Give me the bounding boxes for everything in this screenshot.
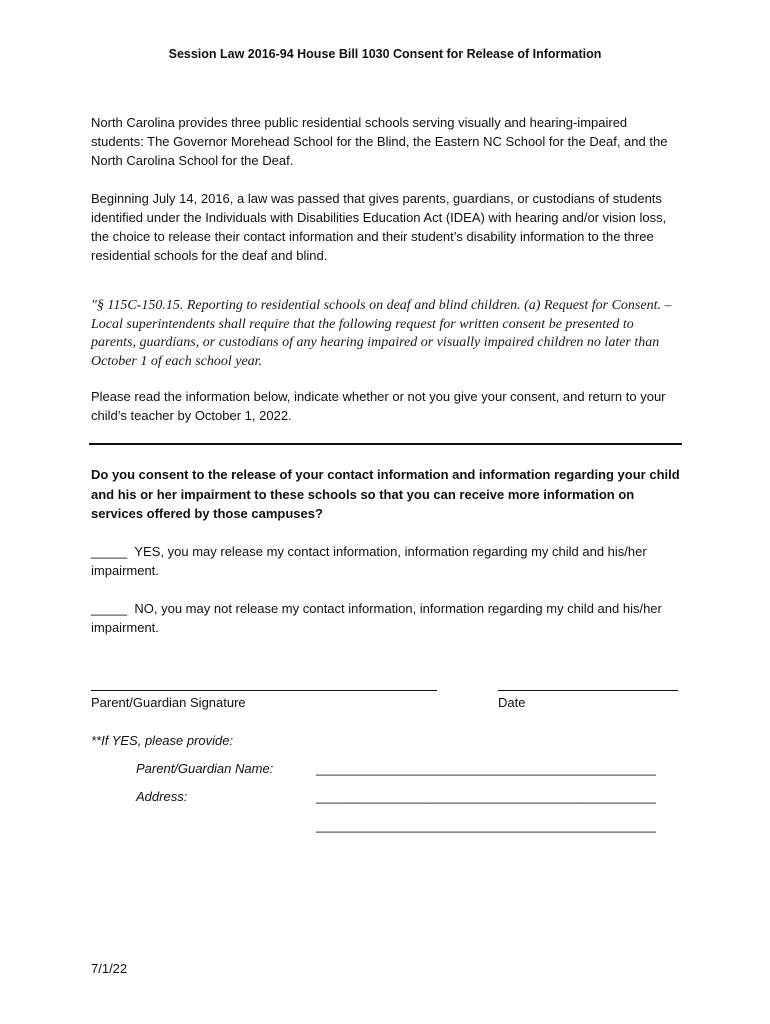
address-field-2[interactable]: _______________________________________________ <box>316 818 656 833</box>
option-no-text: NO, you may not release my contact information, information regarding my child and his/her impairment. <box>91 601 662 635</box>
section-divider <box>89 443 682 445</box>
if-yes-heading: **If YES, please provide: <box>91 733 234 748</box>
instructions-paragraph: Please read the information below, indicate whether or not you give your consent, and return to your child’s teacher by October 1, 2022. <box>91 389 666 423</box>
statute-quote: "§ 115C-150.15. Reporting to residential schools on deaf and blind children. (a) Request for Consent. – Local superintendents shall require that the following request for written consent be presented to parents, guardians, or custodians of any hearing impaired or visually impaired children no later than October 1 of each school year. <box>91 298 672 369</box>
consent-question: Do you consent to the release of your contact information and information regarding your child and his or her impairment to these schools so that you can receive more information on services offered by those campuses? <box>91 467 680 521</box>
date-label: Date <box>498 695 526 710</box>
address-label: Address: <box>136 789 188 804</box>
address-field-1[interactable]: _______________________________________________ <box>316 789 656 804</box>
footer-date: 7/1/22 <box>91 961 128 976</box>
option-yes-text: YES, you may release my contact information, information regarding my child and his/her impairment. <box>91 544 647 578</box>
page-title: Session Law 2016-94 House Bill 1030 Consent for Release of Information <box>168 47 602 61</box>
option-yes[interactable] <box>91 542 681 580</box>
date-line[interactable] <box>498 690 678 691</box>
background-paragraph: Beginning July 14, 2016, a law was passed that gives parents, guardians, or custodians of students identified under the Individuals with Disabilities Education Act (IDEA) with hearing and/or vision loss, the choice to release their contact information and their student’s disability information to the three residential schools for the deaf and blind. <box>91 191 667 263</box>
yes-checkbox-blank[interactable]: _____ <box>91 544 128 559</box>
intro-paragraph: North Carolina provides three public residential schools serving visually and hearing-impaired students: The Governor Morehead School for the Blind, the Eastern NC School for the Deaf, and the North Carolina School for the Deaf. <box>91 115 668 168</box>
signature-label: Parent/Guardian Signature <box>91 695 246 710</box>
no-checkbox-blank[interactable]: _____ <box>91 601 128 616</box>
signature-line[interactable] <box>91 690 437 691</box>
option-no[interactable] <box>91 599 681 637</box>
guardian-name-field[interactable]: _______________________________________________ <box>316 761 656 776</box>
guardian-name-label: Parent/Guardian Name: <box>136 761 274 776</box>
